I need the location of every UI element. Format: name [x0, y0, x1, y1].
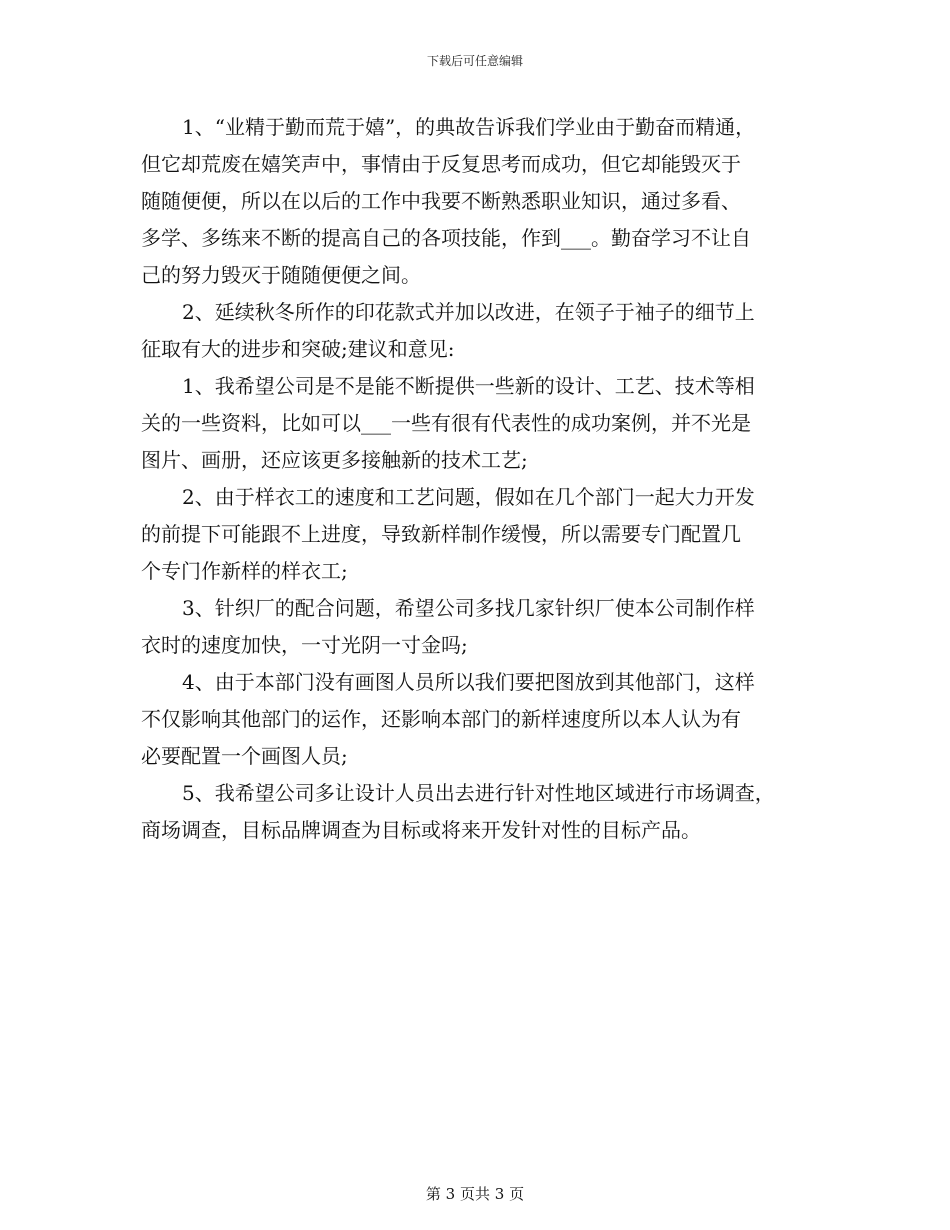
suggestion-2-line-3: 个专门作新样的样衣工; — [141, 559, 348, 583]
suggestion-1-line-2: 关的一些资料，比如可以___一些有很有代表性的成功案例，并不光是 — [141, 411, 751, 435]
paragraph-2-line-1: 2、延续秋冬所作的印花款式并加以改进，在领子于袖子的细节上 — [182, 300, 755, 324]
suggestion-3-line-1: 3、针织厂的配合问题，希望公司多找几家针织厂使本公司制作样 — [182, 596, 755, 620]
suggestion-2-line-2: 的前提下可能跟不上进度，导致新样制作缓慢，所以需要专门配置几 — [141, 522, 741, 546]
suggestion-2-line-1: 2、由于样衣工的速度和工艺问题，假如在几个部门一起大力开发 — [182, 485, 755, 509]
paragraph-1-line-3: 随随便便，所以在以后的工作中我要不断熟悉职业知识，通过多看、 — [141, 189, 741, 213]
page-number: 第 3 页共 3 页 — [425, 1185, 525, 1203]
page-header: 下载后可任意编辑 — [426, 54, 523, 68]
suggestion-4-line-1: 4、由于本部门没有画图人员所以我们要把图放到其他部门，这样 — [182, 670, 755, 694]
paragraph-1-line-4: 多学、多练来不断的提高自己的各项技能，作到___。勤奋学习不让自 — [141, 226, 751, 250]
suggestion-4-line-2: 不仅影响其他部门的运作，还影响本部门的新样速度所以本人认为有 — [141, 707, 741, 731]
paragraph-1-line-1: 1、“业精于勤而荒于嬉”，的典故告诉我们学业由于勤奋而精通， — [182, 115, 756, 139]
suggestion-4-line-3: 必要配置一个画图人员; — [141, 744, 348, 768]
paragraph-2-line-2: 征取有大的进步和突破;建议和意见: — [141, 337, 455, 361]
paragraph-1-line-5: 己的努力毁灭于随随便便之间。 — [141, 263, 421, 287]
document-body — [141, 109, 821, 849]
suggestion-1-line-3: 图片、画册，还应该更多接触新的技术工艺; — [141, 448, 528, 472]
suggestion-5-line-1: 5、我希望公司多让设计人员出去进行针对性地区域进行市场调查， — [182, 781, 775, 805]
paragraph-1-line-2: 但它却荒废在嬉笑声中，事情由于反复思考而成功，但它却能毁灭于 — [141, 152, 741, 176]
suggestion-5-line-2: 商场调查，目标品牌调查为目标或将来开发针对性的目标产品。 — [141, 818, 701, 842]
suggestion-3-line-2: 衣时的速度加快，一寸光阴一寸金吗; — [141, 633, 468, 657]
suggestion-1-line-1: 1、我希望公司是不是能不断提供一些新的设计、工艺、技术等相 — [182, 374, 755, 398]
